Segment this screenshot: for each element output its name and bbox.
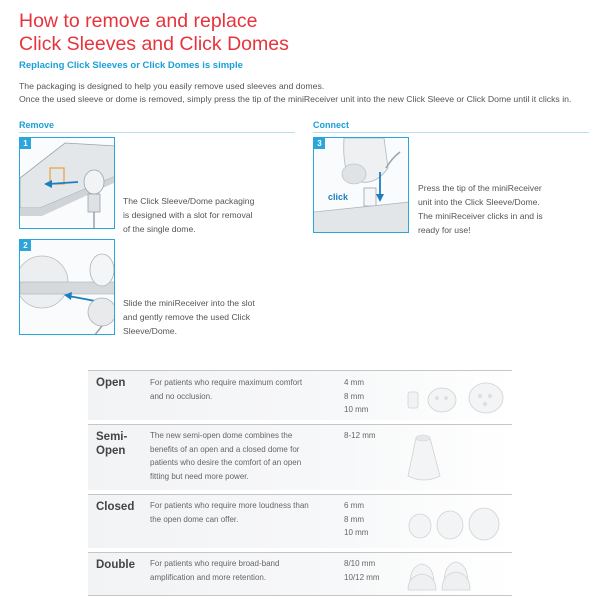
- semi-open-dome-image: [404, 430, 444, 486]
- remove-heading: Remove: [19, 120, 55, 130]
- packaging-slot-graphic: [20, 138, 115, 229]
- row-description: For patients who require more loudness than the open dome can offer.: [150, 501, 309, 524]
- subtitle: Replacing Click Sleeves or Click Domes is simple: [19, 60, 243, 71]
- step-2-caption: [123, 296, 255, 338]
- step-3-caption: [418, 181, 543, 237]
- step-2-number: 2: [20, 240, 31, 251]
- row-description: For patients who require maximum comfort and no occlusion.: [150, 378, 303, 401]
- step-1-caption-line: of the single dome.: [123, 224, 196, 234]
- row-sizes: 6 mm 8 mm 10 mm: [344, 501, 369, 537]
- step-3-number: 3: [314, 138, 325, 149]
- row-name: Closed: [96, 501, 135, 513]
- open-dome-image: [404, 378, 512, 414]
- row-description: For patients who require broad-band amplification and more retention.: [150, 559, 280, 582]
- table-row-double: [88, 552, 512, 596]
- step-1-number: 1: [20, 138, 31, 149]
- step-1-caption-line: The Click Sleeve/Dome packaging: [123, 196, 255, 206]
- table-row-closed: [88, 494, 512, 548]
- step-2-caption-line: and gently remove the used Click: [123, 312, 251, 322]
- intro-text: [19, 80, 594, 105]
- connect-heading: Connect: [313, 120, 349, 130]
- row-sizes: 8/10 mm 10/12 mm: [344, 559, 380, 582]
- double-dome-image: [404, 554, 474, 594]
- press-click-graphic: [314, 138, 409, 233]
- step-3-caption-line: ready for use!: [418, 225, 471, 235]
- step-1-caption: [123, 194, 254, 236]
- page-title: [19, 10, 419, 56]
- row-sizes: 4 mm 8 mm 10 mm: [344, 378, 369, 414]
- step-3-caption-line: The miniReceiver clicks in and is: [418, 211, 543, 221]
- title-line-1: How to remove and replace: [19, 10, 258, 32]
- connect-rule: [313, 132, 589, 133]
- step-3-illustration: [313, 137, 409, 233]
- row-name: Double: [96, 559, 135, 571]
- row-sizes: 8-12 mm: [344, 431, 376, 440]
- title-line-2: Click Sleeves and Click Domes: [19, 33, 289, 55]
- intro-line-2: Once the used sleeve or dome is removed, simply press the tip of the miniReceiver unit into the new Click Sleeve or Click Dome until it clicks in.: [19, 93, 572, 104]
- click-label: click: [328, 192, 349, 202]
- step-3-caption-line: unit into the Click Sleeve/Dome.: [418, 197, 540, 207]
- row-name: Open: [96, 377, 126, 389]
- closed-dome-image: [404, 502, 512, 542]
- row-description: The new semi-open dome combines the benefits of an open and a closed dome for patients who desire the comfort of an open fitting but need more power.: [150, 431, 302, 481]
- table-row-open: [88, 370, 512, 420]
- remove-rule: [19, 132, 295, 133]
- step-1-caption-line: is designed with a slot for removal: [123, 210, 253, 220]
- step-2-caption-line: Sleeve/Dome.: [123, 326, 177, 336]
- step-1-illustration: [19, 137, 115, 229]
- intro-line-1: The packaging is designed to help you easily remove used sleeves and domes.: [19, 81, 325, 91]
- step-2-illustration: [19, 239, 115, 335]
- row-name: Semi- Open: [96, 431, 128, 457]
- slide-receiver-graphic: [20, 240, 115, 335]
- step-2-caption-line: Slide the miniReceiver into the slot: [123, 298, 255, 308]
- table-row-semi-open: [88, 424, 512, 490]
- step-3-caption-line: Press the tip of the miniReceiver: [418, 183, 542, 193]
